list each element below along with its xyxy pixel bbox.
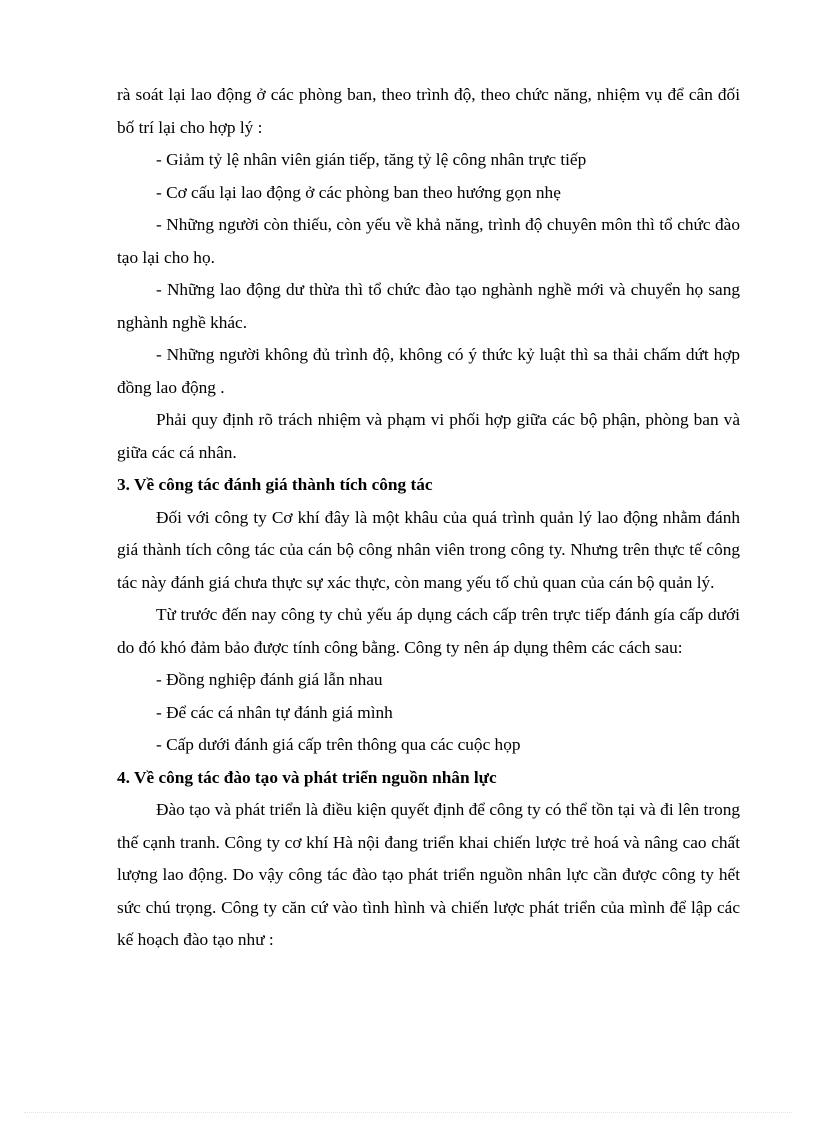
list-item-restructure-departments: - Cơ cấu lại lao động ở các phòng ban theo hướng gọn nhẹ bbox=[156, 182, 561, 202]
list-item-self-review: - Để các cá nhân tự đánh giá mình bbox=[156, 702, 393, 722]
paragraph-training-development: Đào tạo và phát triển là điều kiện quyết định để công ty có thể tồn tại và đi lên trong thế cạnh tranh. Công ty cơ khí Hà nội đang triển khai chiến lược trẻ hoá và nâng cao chất lượng lao động. Do vậy công tác đào tạo phát triển nguồn nhân lực cần được công ty hết sức chú trọng. Công ty căn cứ vào tình hình và chiến lược phát triển của mình để lập các kế hoạch đào tạo như : bbox=[117, 800, 740, 949]
list-item-retrain-weak-staff: - Những người còn thiếu, còn yếu về khả năng, trình độ chuyên môn thì tổ chức đào tạo lại cho họ. bbox=[117, 215, 740, 267]
paragraph-evaluation-intro: Đối với công ty Cơ khí đây là một khâu của quá trình quản lý lao động nhằm đánh giá thành tích công tác của cán bộ công nhân viên trong công ty. Nhưng trên thực tế công tác này đánh giá chưa thực sự xác thực, còn mang yếu tố chủ quan của cán bộ quản lý. bbox=[117, 507, 740, 592]
section-heading-3: 3. Về công tác đánh giá thành tích công tác bbox=[117, 475, 433, 494]
list-item-terminate-contracts: - Những người không đủ trình độ, không có ý thức kỷ luật thì sa thải chấm dứt hợp đồng lao động . bbox=[117, 345, 740, 397]
paragraph-evaluation-methods: Từ trước đến nay công ty chủ yếu áp dụng cách cấp trên trực tiếp đánh gía cấp dưới do đó khó đảm bảo được tính công bằng. Công ty nên áp dụng thêm các cách sau: bbox=[117, 605, 740, 657]
paragraph-continuation: rà soát lại lao động ở các phòng ban, theo trình độ, theo chức năng, nhiệm vụ để cân đối bố trí lại cho hợp lý : bbox=[117, 85, 740, 137]
section-heading-4: 4. Về công tác đào tạo và phát triển nguồn nhân lực bbox=[117, 767, 497, 787]
list-item-reduce-indirect-staff: - Giảm tỷ lệ nhân viên gián tiếp, tăng tỷ lệ công nhân trực tiếp bbox=[156, 150, 587, 169]
list-item-upward-review: - Cấp dưới đánh giá cấp trên thông qua các cuộc họp bbox=[156, 735, 521, 754]
page-bottom-divider bbox=[24, 1112, 792, 1113]
list-item-retrain-surplus-labor: - Những lao động dư thừa thì tổ chức đào tạo nghành nghề mới và chuyển họ sang nghành nghề khác. bbox=[117, 280, 740, 332]
paragraph-responsibilities: Phải quy định rõ trách nhiệm và phạm vi phối hợp giữa các bộ phận, phòng ban và giữa các cá nhân. bbox=[117, 410, 740, 462]
list-item-peer-review: - Đồng nghiệp đánh giá lẫn nhau bbox=[156, 670, 383, 689]
document-page bbox=[117, 79, 740, 957]
